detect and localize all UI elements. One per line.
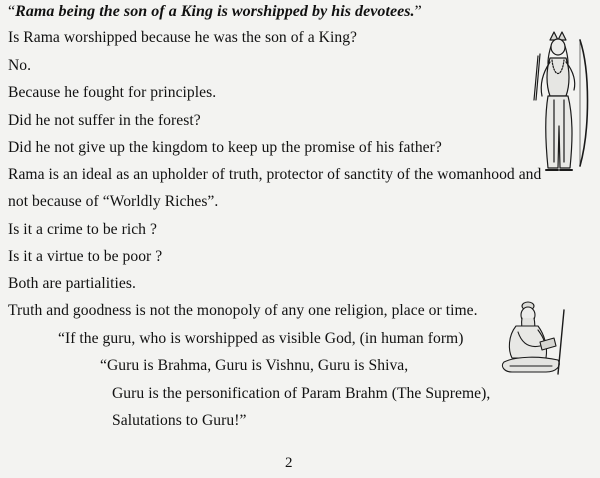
quote-intro: “If the guru, who is worshipped as visible God, (in human form) — [58, 330, 464, 347]
body-line-8: Is it a crime to be rich ? — [8, 221, 157, 238]
body-line-10: Both are partialities. — [8, 275, 136, 292]
body-line-2: No. — [8, 57, 32, 74]
title-open-quote: “ — [8, 3, 16, 20]
verse-line-2: Guru is the personification of Param Brahm (The Supreme), — [112, 385, 491, 402]
page-title — [8, 2, 422, 22]
verse-line-1: “Guru is Brahma, Guru is Vishnu, Guru is Shiva, — [100, 357, 409, 374]
rama-with-bow-illustration — [528, 30, 592, 180]
body-line-1: Is Rama worshipped because he was the son of a King? — [8, 29, 358, 46]
body-line-6: Rama is an ideal as an upholder of truth, protector of sanctity of the womanhood and — [8, 166, 542, 183]
page-number: 2 — [285, 455, 293, 471]
verse-line-3: Salutations to Guru!” — [112, 412, 247, 429]
body-line-7: not because of “Worldly Riches”. — [8, 193, 219, 210]
body-line-5: Did he not give up the kingdom to keep up the promise of his father? — [8, 139, 442, 156]
body-line-9: Is it a virtue to be poor ? — [8, 248, 163, 265]
body-line-4: Did he not suffer in the forest? — [8, 112, 201, 129]
seated-sage-illustration — [496, 300, 580, 378]
title-emphasis: Rama being the son of a King is worshipped by his devotees. — [15, 3, 415, 20]
body-line-11: Truth and goodness is not the monopoly of any one religion, place or time. — [8, 302, 478, 319]
title-close-quote: ” — [414, 3, 422, 20]
body-line-3: Because he fought for principles. — [8, 84, 217, 101]
